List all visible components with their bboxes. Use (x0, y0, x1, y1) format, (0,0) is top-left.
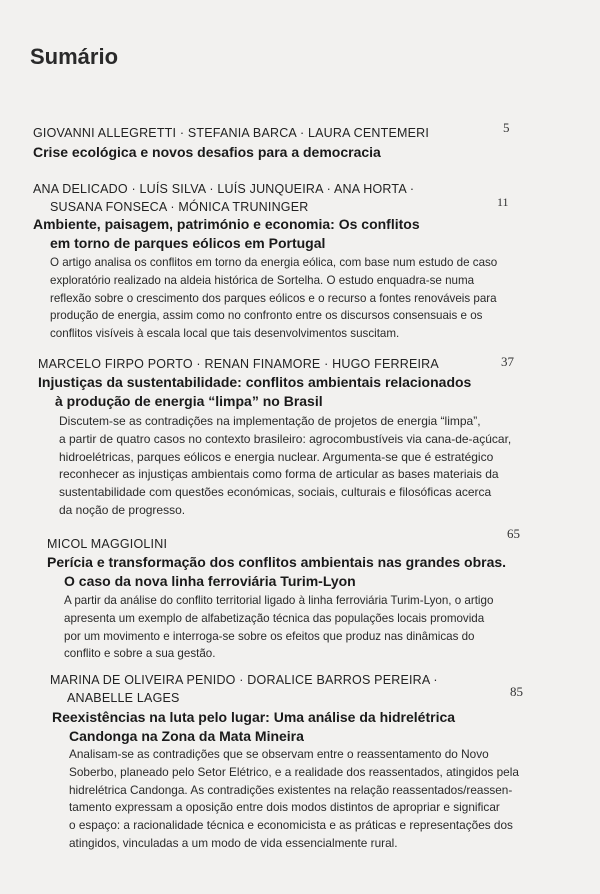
abstract-line: reconhecer as injustiças ambientais como forma de articular as bases materiais da (59, 467, 499, 482)
entry-page-number[interactable]: 5 (503, 120, 510, 135)
abstract-line: Discutem-se as contradições na implementação de projetos de energia “limpa”, (59, 414, 481, 428)
abstract-line: o espaço: a racionalidade técnica e economicista e as práticas e representações dos (69, 818, 513, 833)
abstract-line: A partir da análise do conflito territorial ligado à linha ferroviária Turim-Lyon, o artigo (64, 594, 494, 607)
entry-authors: MARINA DE OLIVEIRA PENIDO · DORALICE BARROS PEREIRA · (50, 673, 438, 687)
entry-authors: ANA DELICADO · LUÍS SILVA · LUÍS JUNQUEIRA · ANA HORTA · (33, 182, 415, 196)
entry-abstract (64, 592, 574, 663)
abstract-line: a partir de quatro casos no contexto brasileiro: agrocombustíveis via cana-de-açúcar, (59, 431, 512, 446)
entry-abstract (69, 746, 579, 853)
abstract-line: hidrelétrica Candonga. As contradições existentes na relação reassentados/reassen- (69, 782, 513, 797)
entry-title[interactable]: Perícia e transformação dos conflitos ambientais nas grandes obras. (47, 554, 507, 570)
abstract-line: produção de energia, assim como no confronto entre os discursos consensuais e os (50, 309, 483, 323)
abstract-line: Soberbo, planeado pelo Setor Elétrico, e a realidade dos reassentados, atingidos pela (69, 764, 519, 779)
entry-page-number[interactable]: 85 (510, 684, 523, 699)
entry-authors: GIOVANNI ALLEGRETTI · STEFANIA BARCA · LAURA CENTEMERI (33, 126, 430, 140)
entry-authors: MICOL MAGGIOLINI (47, 537, 168, 551)
entry-title[interactable]: Crise ecológica e novos desafios para a democracia (33, 144, 381, 160)
entry-authors: MARCELO FIRPO PORTO · RENAN FINAMORE · HUGO FERREIRA (38, 357, 439, 371)
entry-page-number[interactable]: 65 (507, 526, 520, 541)
abstract-line: exploratório realizado na aldeia histórica de Sortelha. O estudo enquadra-se numa (50, 273, 475, 287)
entry-page-number[interactable]: 37 (501, 354, 514, 369)
entry-title[interactable]: Candonga na Zona da Mata Mineira (69, 728, 304, 744)
abstract-line: apresenta um exemplo de alfabetização técnica das populações locais promovida (64, 611, 485, 625)
entry-page-number[interactable]: 11 (497, 195, 509, 209)
abstract-line: conflitos visíveis à escala local que tais desenvolvimentos suscitam. (50, 327, 400, 341)
entry-abstract (50, 254, 570, 343)
entry-authors: ANABELLE LAGES (67, 691, 180, 705)
abstract-line: tamento expressam a oposição entre dois modos distintos de apropriar e significar (69, 800, 500, 815)
abstract-line: sustentabilidade com questões económicas, sociais, culturais e filosóficas acerca (59, 485, 492, 500)
entry-abstract (59, 413, 574, 520)
entry-title[interactable]: Ambiente, paisagem, património e economia: Os conflitos (33, 216, 420, 232)
abstract-line: O artigo analisa os conflitos em torno da energia eólica, com base num estudo de caso (50, 256, 498, 269)
abstract-line: por um movimento e interroga-se sobre os efeitos que produz nas dinâmicas do (64, 629, 475, 643)
entry-title[interactable]: em torno de parques eólicos em Portugal (50, 235, 326, 251)
abstract-line: da noção de progresso. (59, 502, 186, 517)
entry-title[interactable]: O caso da nova linha ferroviária Turim-Lyon (64, 573, 356, 589)
abstract-line: atingidos, vinculadas a um modo de vida essencialmente rural. (69, 835, 398, 850)
entry-title[interactable]: à produção de energia “limpa” no Brasil (55, 393, 323, 409)
abstract-line: Analisam-se as contradições que se observam entre o reassentamento do Novo (69, 747, 489, 761)
abstract-line: reflexão sobre o crescimento dos parques eólicos e o recurso a fontes renováveis para (50, 291, 497, 305)
abstract-line: conflito e sobre a sua gestão. (64, 647, 216, 661)
abstract-line: hidroelétricas, parques eólicos e energia nuclear. Argumenta-se que é estratégico (59, 449, 494, 464)
entry-authors: SUSANA FONSECA · MÓNICA TRUNINGER (50, 200, 309, 214)
entry-title[interactable]: Injustiças da sustentabilidade: conflitos ambientais relacionados (38, 374, 472, 390)
page-title: Sumário (30, 44, 119, 69)
entry-title[interactable]: Reexistências na luta pelo lugar: Uma análise da hidrelétrica (52, 709, 456, 725)
